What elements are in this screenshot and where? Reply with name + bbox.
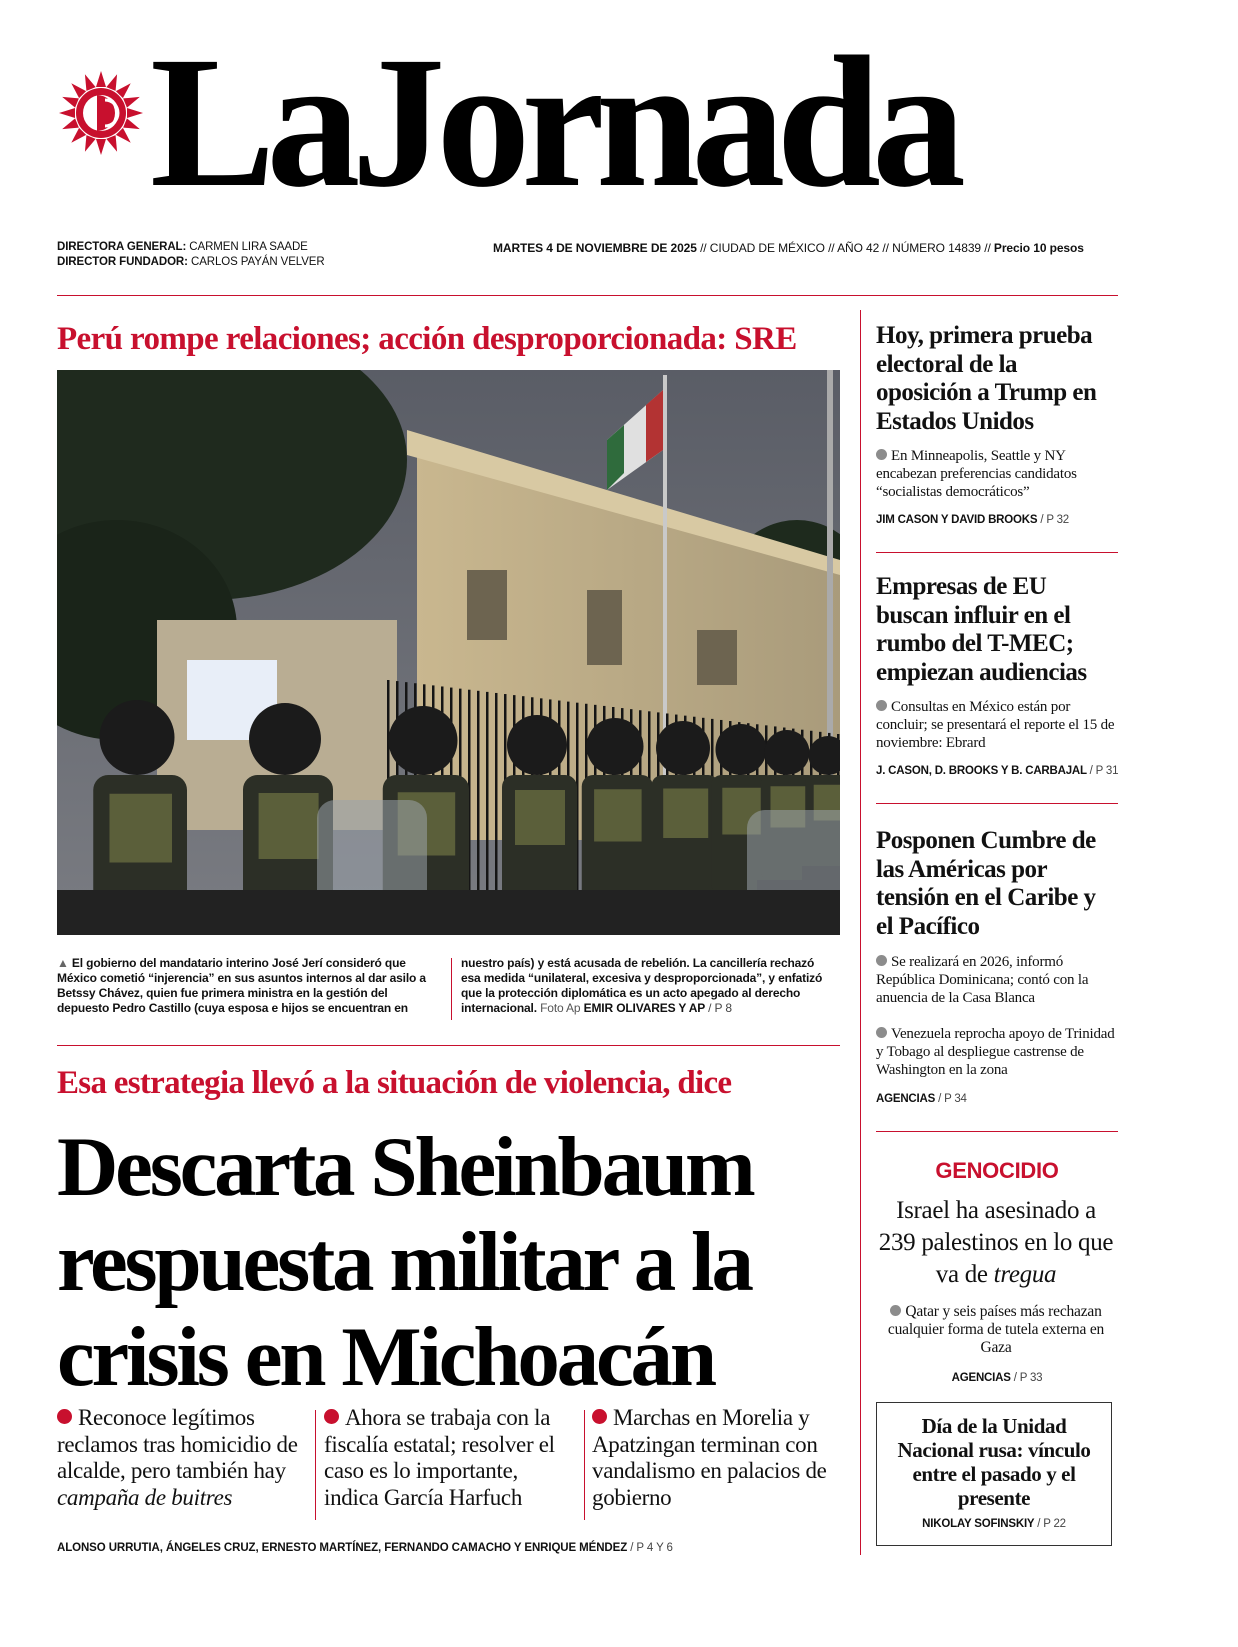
peru-headline: Perú rompe relaciones; acción desproporcionada: SRE [57,321,797,357]
photo-caption-right: nuestro país) y está acusada de rebelión. La cancillería rechazó esa medida “unilateral, excesiva y desproporcionada”, y enfatizó que la protección diplomática es un acto apegado al derecho internacional. Foto Ap EMIR OLIVARES Y AP / P 8 [461,956,823,1015]
main-headline: Descarta Sheinbaum respuesta militar a la crisis en Michoacán [57,1120,753,1404]
masthead-title: LaJornada [150,17,957,226]
director-general: DIRECTORA GENERAL: CARMEN LIRA SAADE [57,241,308,253]
sun-logo-icon [56,68,146,158]
column-divider [860,310,861,1555]
gray-bullet-icon [876,955,887,966]
sidebar-story-2-byline: J. CASON, D. BROOKS Y B. CARBAJAL / P 31 [876,765,1119,777]
sidebar-story-3-headline: Posponen Cumbre de las Américas por tensión en el Caribe y el Pacífico [876,827,1096,940]
sidebar-story-1-deck: En Minneapolis, Seattle y NY encabezan preferencias candidatos “socialistas democráticos” [876,448,1077,500]
sidebar-story-3-deck-1: Se realizará en 2026, informó República Dominicana; contó con la anuencia de la Casa Blanca [876,954,1089,1006]
sidebar-story-4-headline: Israel ha asesinado a 239 palestinos en lo que va de tregua [878,1197,1114,1288]
red-bullet-icon [592,1409,607,1424]
sidebar-story-4-byline: AGENCIAS / P 33 [951,1372,1043,1384]
gray-bullet-icon [890,1305,901,1316]
red-bullet-icon [57,1409,72,1424]
main-rule [57,1045,840,1046]
subhead-divider [584,1410,585,1520]
photo-caption-left: ▲ El gobierno del mandatario interino José Jerí consideró que México cometió “injerencia” en sus asuntos internos al dar asilo a Betssy Chávez, quien fue primera ministra en la gestión del depuesto Pedro Castillo (cuya esposa e hijos se encuentran en [57,956,426,1015]
triangle-icon: ▲ [57,956,72,970]
red-bullet-icon [324,1409,339,1424]
sidebar-story-1-byline: JIM CASON Y DAVID BROOKS / P 32 [876,514,1069,526]
director-fundador: DIRECTOR FUNDADOR: CARLOS PAYÁN VELVER [57,256,325,268]
gray-bullet-icon [876,1027,887,1038]
sidebar-story-2-deck: Consultas en México están por concluir; se presentará el reporte el 15 de noviembre: Ebrard [876,699,1115,751]
sidebar-story-1-headline: Hoy, primera prueba electoral de la oposición a Trump en Estados Unidos [876,322,1097,435]
subhead-divider [315,1410,316,1520]
sidebar-rule [876,1131,1118,1132]
sidebar-story-2-headline: Empresas de EU buscan influir en el rumbo del T-MEC; empiezan audiencias [876,573,1087,686]
main-byline: ALONSO URRUTIA, ÁNGELES CRUZ, ERNESTO MARTÍNEZ, FERNANDO CAMACHO Y ENRIQUE MÉNDEZ / P 4 Y 6 [57,1542,673,1554]
caption-divider [451,958,452,1020]
embassy-police-photo [57,370,840,935]
dateline: MARTES 4 DE NOVIEMBRE DE 2025 // CIUDAD DE MÉXICO // AÑO 42 // NÚMERO 14839 // Precio 10 pesos [493,241,1084,255]
sidebar-story-5-headline: Día de la Unidad Nacional rusa: vínculo entre el pasado y el presente [897,1414,1091,1510]
masthead-rule [57,295,1118,296]
genocidio-kicker: GENOCIDIO [935,1158,1059,1183]
gray-bullet-icon [876,449,887,460]
sidebar-story-3-deck-2: Venezuela reprocha apoyo de Trinidad y Tobago al despliegue castrense de Washington en la zona [876,1026,1115,1078]
sidebar-story-3-byline: AGENCIAS / P 34 [876,1093,967,1105]
sidebar-rule [876,552,1118,553]
subhead-3: Marchas en Morelia y Apatzingan terminan con vandalismo en palacios de gobierno [592,1405,827,1510]
subhead-1: Reconoce legítimos reclamos tras homicidio de alcalde, pero también hay campaña de buitres [57,1405,298,1510]
sidebar-story-5-byline: NIKOLAY SOFINSKIY / P 22 [922,1518,1066,1530]
sidebar-story-4-deck: Qatar y seis países más rechazan cualquier forma de tutela externa en Gaza [887,1303,1105,1356]
subhead-2: Ahora se trabaja con la fiscalía estatal; resolver el caso es lo importante, indica García Harfuch [324,1405,555,1510]
sidebar-rule [876,803,1118,804]
gray-bullet-icon [876,700,887,711]
main-kicker: Esa estrategia llevó a la situación de violencia, dice [57,1065,732,1101]
